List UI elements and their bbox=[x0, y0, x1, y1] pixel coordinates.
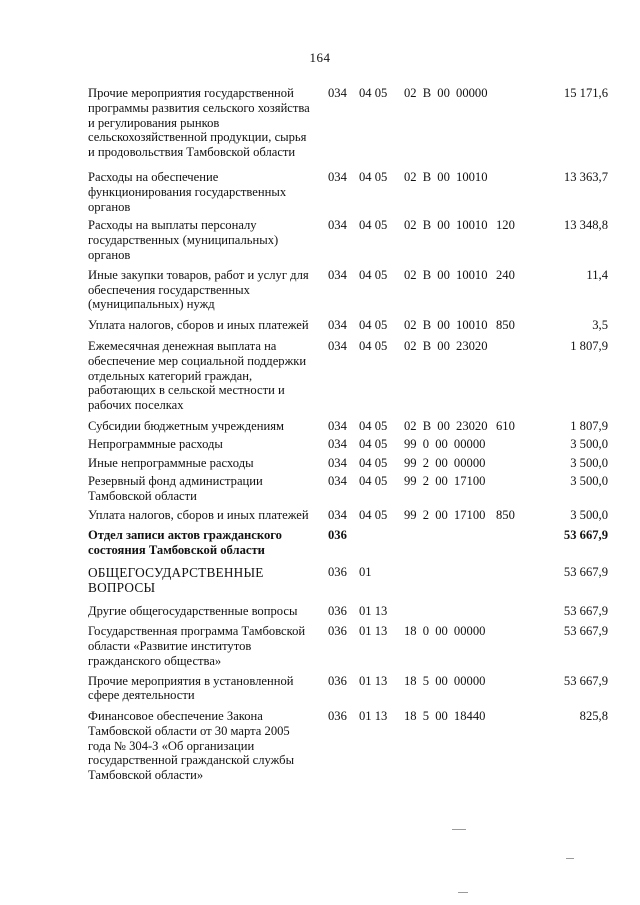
scan-speck bbox=[566, 858, 574, 859]
row-section-code: 01 13 bbox=[359, 709, 388, 724]
row-section-code: 04 05 bbox=[359, 338, 388, 353]
row-admin-code: 036 bbox=[328, 565, 347, 580]
row-admin-code: 034 bbox=[328, 338, 347, 353]
row-name: Иные непрограммные расходы bbox=[88, 455, 254, 470]
scan-speck bbox=[458, 892, 468, 893]
row-admin-code: 034 bbox=[328, 436, 347, 451]
row-section-code: 04 05 bbox=[359, 318, 388, 333]
row-amount: 53 667,9 bbox=[563, 673, 608, 688]
row-admin-code: 036 bbox=[328, 624, 347, 639]
row-name: Уплата налогов, сборов и иных платежей bbox=[88, 318, 309, 333]
row-admin-code: 034 bbox=[328, 267, 347, 282]
table-row bbox=[88, 170, 608, 214]
row-section-code: 01 bbox=[359, 565, 372, 580]
row-name: Государственная программа Тамбовской области «Развитие институтов гражданского общества» bbox=[88, 624, 306, 668]
row-name: Финансовое обеспечение Закона Тамбовской области от 30 марта 2005 года № 304-З «Об организации государственной гражданской службы Тамбовской области» bbox=[88, 709, 295, 783]
row-article-code: 18 5 00 00000 bbox=[404, 673, 486, 688]
table-row bbox=[88, 508, 608, 523]
row-amount: 13 363,7 bbox=[563, 169, 608, 184]
row-amount: 3 500,0 bbox=[570, 436, 608, 451]
row-amount: 15 171,6 bbox=[563, 86, 608, 100]
row-amount: 3 500,0 bbox=[570, 455, 608, 470]
row-name: Ежемесячная денежная выплата на обеспечение мер социальной поддержки отдельных категорий граждан, работающих в сельской местности и рабочих поселках bbox=[88, 338, 307, 413]
scan-speck bbox=[452, 829, 466, 830]
row-article-code: 02 В 00 10010 bbox=[404, 267, 488, 282]
page-number: 164 bbox=[309, 50, 331, 65]
row-section-code: 04 05 bbox=[359, 507, 388, 522]
row-name: Другие общегосударственные вопросы bbox=[88, 604, 298, 619]
row-amount: 53 667,9 bbox=[563, 604, 608, 619]
row-article-code: 18 0 00 00000 bbox=[404, 624, 486, 639]
table-row bbox=[88, 268, 608, 312]
row-article-code: 02 В 00 10010 bbox=[404, 169, 488, 184]
budget-table bbox=[88, 86, 608, 783]
row-name: Расходы на выплаты персоналу государственных (муниципальных) органов bbox=[88, 218, 279, 262]
row-name: ОБЩЕГОСУДАРСТВЕННЫЕ ВОПРОСЫ bbox=[88, 565, 264, 596]
row-section-code: 04 05 bbox=[359, 218, 388, 233]
table-row bbox=[88, 419, 608, 434]
row-amount: 53 667,9 bbox=[563, 565, 608, 580]
row-admin-code: 036 bbox=[328, 673, 347, 688]
row-article-code: 99 2 00 17100 bbox=[404, 474, 486, 489]
table-row bbox=[88, 318, 608, 333]
row-section-code: 01 13 bbox=[359, 624, 388, 639]
row-article-code: 99 0 00 00000 bbox=[404, 436, 486, 451]
row-amount: 53 667,9 bbox=[563, 624, 608, 639]
row-amount: 3,5 bbox=[592, 318, 608, 333]
row-article-code: 02 В 00 23020 bbox=[404, 418, 488, 433]
row-amount: 13 348,8 bbox=[563, 218, 608, 233]
table-row bbox=[88, 437, 608, 452]
table-row-section bbox=[88, 565, 608, 595]
row-admin-code: 034 bbox=[328, 218, 347, 233]
row-admin-code: 034 bbox=[328, 455, 347, 470]
row-expense-type: 850 bbox=[496, 318, 515, 333]
row-admin-code: 034 bbox=[328, 86, 347, 100]
row-admin-code: 034 bbox=[328, 169, 347, 184]
row-expense-type: 850 bbox=[496, 507, 515, 522]
row-article-code: 99 2 00 00000 bbox=[404, 455, 486, 470]
row-admin-code: 036 bbox=[328, 527, 347, 542]
row-name: Расходы на обеспечение функционирования государственных органов bbox=[88, 169, 287, 214]
row-article-code: 02 В 00 10010 bbox=[404, 318, 488, 333]
row-admin-code: 034 bbox=[328, 474, 347, 489]
row-name: Иные закупки товаров, работ и услуг для обеспечения государственных (муниципальных) нужд bbox=[88, 267, 309, 312]
row-admin-code: 034 bbox=[328, 418, 347, 433]
row-amount: 3 500,0 bbox=[570, 474, 608, 489]
row-admin-code: 034 bbox=[328, 507, 347, 522]
table-row bbox=[88, 674, 608, 704]
row-name: Субсидии бюджетным учреждениям bbox=[88, 418, 284, 433]
row-amount: 3 500,0 bbox=[570, 507, 608, 522]
row-article-code: 99 2 00 17100 bbox=[404, 507, 486, 522]
table-row bbox=[88, 339, 608, 413]
table-row bbox=[88, 86, 608, 160]
row-section-code: 04 05 bbox=[359, 267, 388, 282]
row-name: Уплата налогов, сборов и иных платежей bbox=[88, 507, 309, 522]
row-article-code: 02 В 00 23020 bbox=[404, 338, 488, 353]
row-section-code: 01 13 bbox=[359, 604, 388, 619]
row-section-code: 04 05 bbox=[359, 455, 388, 470]
row-name: Прочие мероприятия в установленной сфере деятельности bbox=[88, 673, 294, 703]
row-admin-code: 036 bbox=[328, 604, 347, 619]
row-article-code: 02 В 00 10010 bbox=[404, 218, 488, 233]
table-row bbox=[88, 456, 608, 471]
table-row bbox=[88, 604, 608, 619]
row-name: Отдел записи актов гражданского состояния Тамбовской области bbox=[88, 527, 282, 557]
row-article-code: 02 В 00 00000 bbox=[404, 86, 488, 100]
table-row bbox=[88, 474, 608, 504]
row-name: Непрограммные расходы bbox=[88, 436, 223, 451]
table-row bbox=[88, 624, 608, 668]
table-row-department bbox=[88, 528, 608, 558]
row-section-code: 04 05 bbox=[359, 86, 388, 100]
row-amount: 1 807,9 bbox=[570, 338, 608, 353]
row-amount: 53 667,9 bbox=[563, 527, 608, 542]
row-amount: 1 807,9 bbox=[570, 418, 608, 433]
row-amount: 825,8 bbox=[579, 709, 608, 724]
table-row bbox=[88, 709, 608, 783]
row-name: Резервный фонд администрации Тамбовской области bbox=[88, 474, 263, 504]
row-name: Прочие мероприятия государственной программы развития сельского хозяйства и регулирования рынков сельскохозяйственной продукции, сырья и продовольствия Тамбовской области bbox=[88, 86, 310, 160]
row-section-code: 01 13 bbox=[359, 673, 388, 688]
row-expense-type: 610 bbox=[496, 418, 515, 433]
row-section-code: 04 05 bbox=[359, 418, 388, 433]
row-amount: 11,4 bbox=[586, 267, 608, 282]
row-admin-code: 036 bbox=[328, 709, 347, 724]
row-section-code: 04 05 bbox=[359, 169, 388, 184]
row-section-code: 04 05 bbox=[359, 436, 388, 451]
row-admin-code: 034 bbox=[328, 318, 347, 333]
row-section-code: 04 05 bbox=[359, 474, 388, 489]
row-article-code: 18 5 00 18440 bbox=[404, 709, 486, 724]
table-row bbox=[88, 218, 608, 262]
row-expense-type: 120 bbox=[496, 218, 515, 233]
row-expense-type: 240 bbox=[496, 267, 515, 282]
